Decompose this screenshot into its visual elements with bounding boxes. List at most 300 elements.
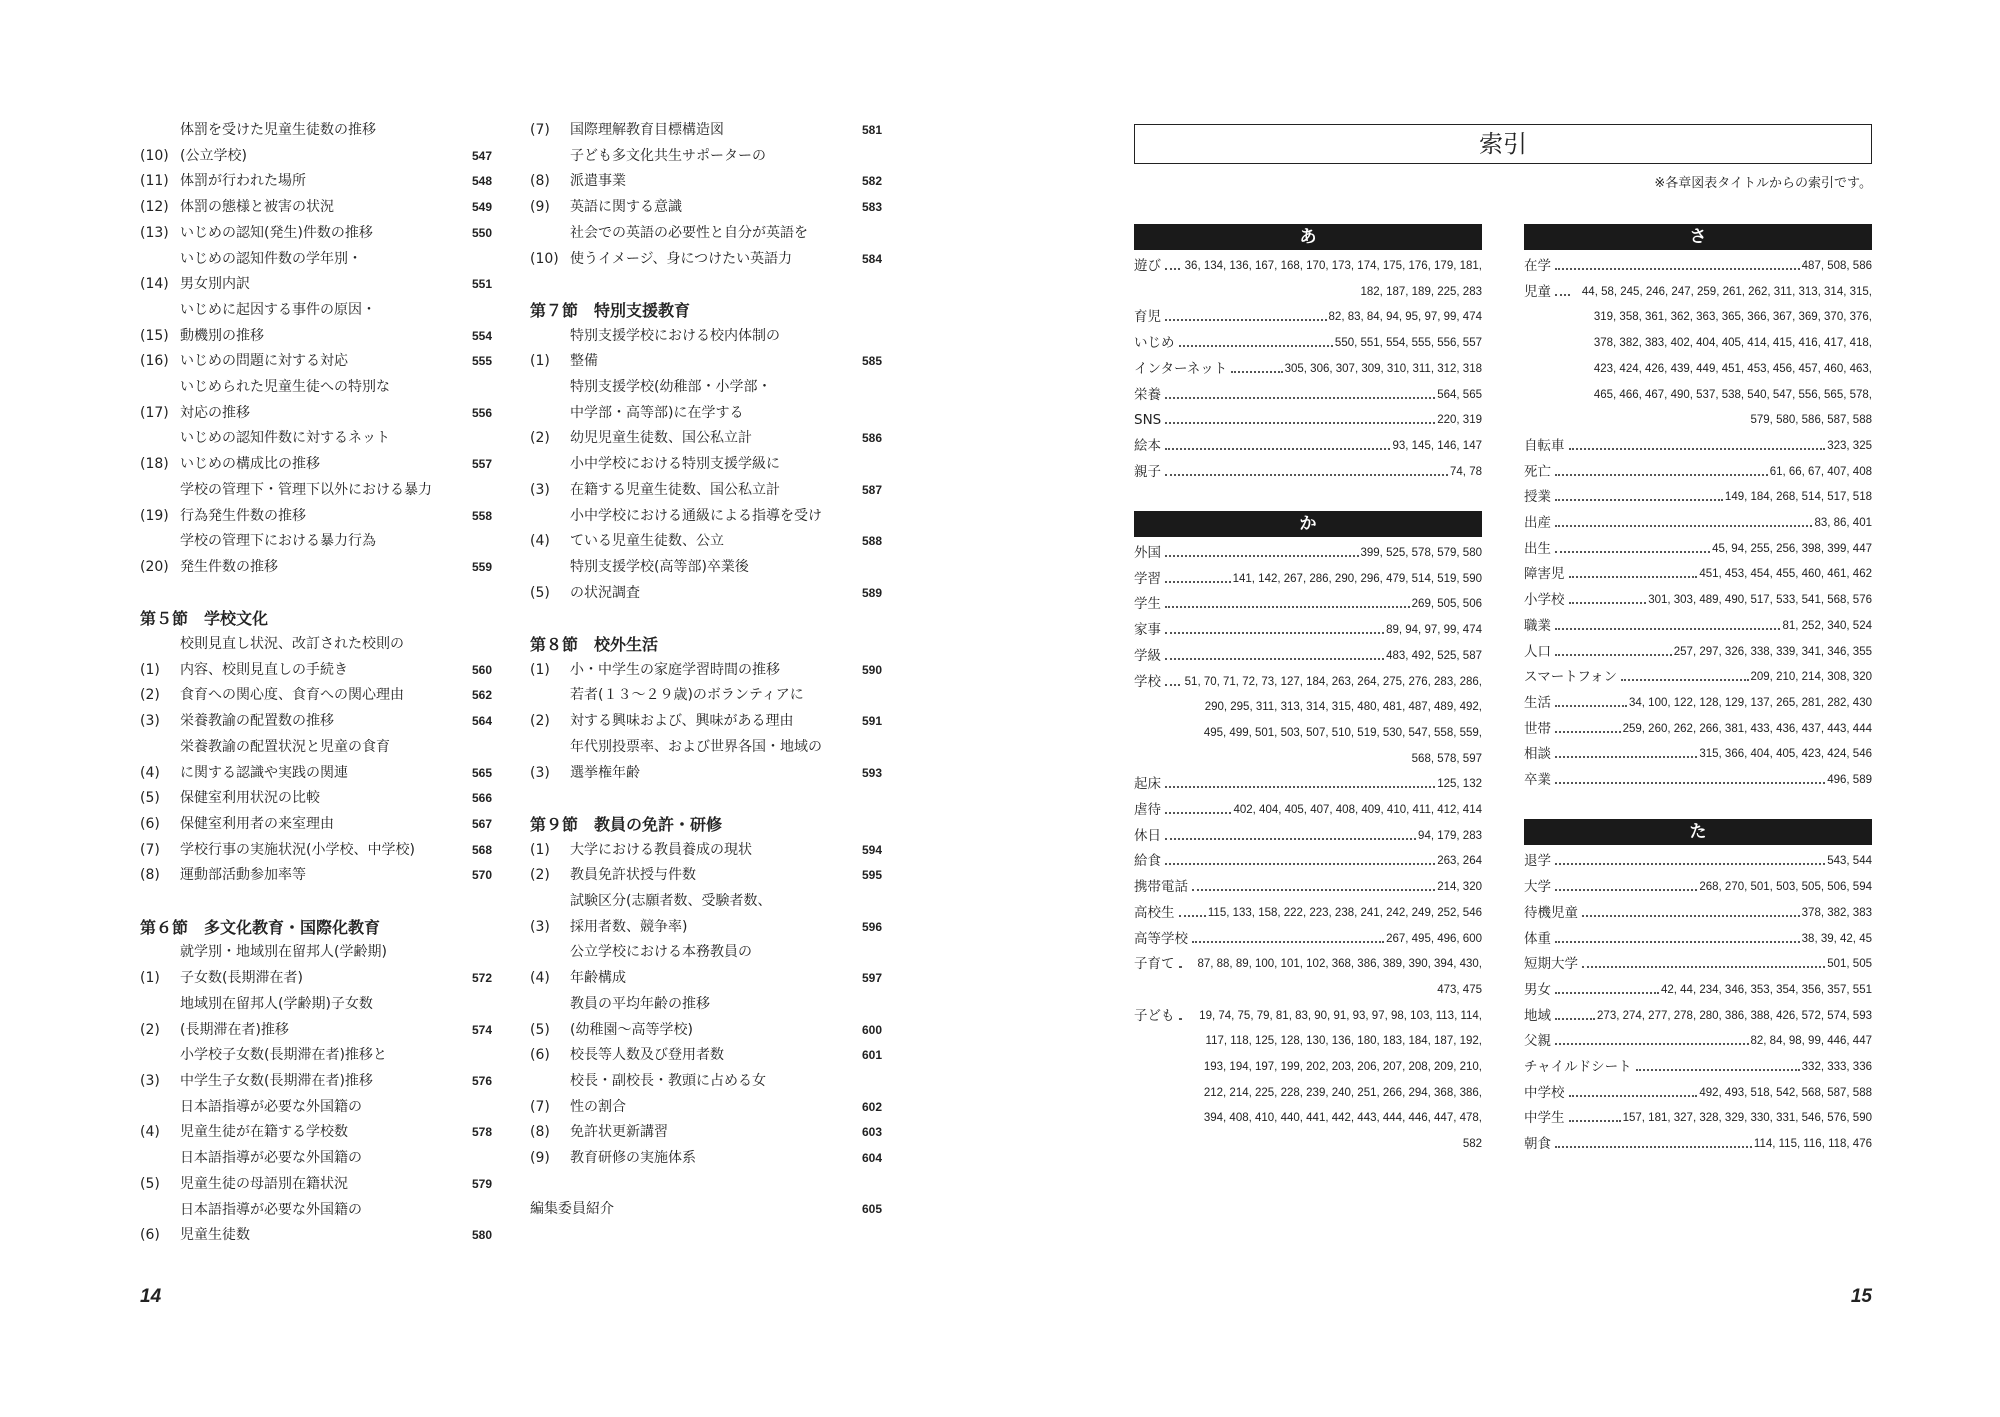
index-pages: 114, 115, 116, 118, 476 — [1753, 1138, 1872, 1151]
toc-entry-page: 568 — [471, 842, 492, 857]
index-entry — [1134, 357, 1482, 383]
toc-entry-title: いじめの認知件数の学年別・ 男女別内訳 — [180, 250, 362, 293]
toc-entry — [530, 452, 882, 503]
index-term: 学習 — [1134, 570, 1161, 587]
toc-entry-page: 558 — [471, 508, 492, 523]
toc-entry — [140, 632, 492, 683]
index-pages: 214, 320 — [1437, 881, 1482, 894]
toc-entry — [530, 1197, 882, 1223]
dot-leader — [1165, 618, 1384, 634]
toc-entry-page: 548 — [471, 174, 492, 189]
dot-leader — [1569, 434, 1826, 450]
toc-entry-number: (4) — [140, 1124, 160, 1141]
toc-entry — [140, 1198, 492, 1249]
group-spacer — [1524, 794, 1872, 820]
index-entry — [1134, 824, 1482, 850]
toc-entry — [140, 195, 492, 221]
dot-leader — [1555, 978, 1659, 994]
toc-entry-page: 550 — [471, 225, 492, 240]
dot-leader — [1555, 691, 1627, 707]
toc-entry-title: 地域別在留邦人(学齢期)子女数 (長期滞在者)推移 — [180, 995, 373, 1038]
index-pages: 269, 505, 506 — [1411, 598, 1482, 611]
dot-leader — [1179, 1004, 1181, 1020]
toc-entry-title: 英語に関する意識 — [570, 199, 682, 216]
index-entry — [1134, 567, 1482, 593]
toc-entry-page: 566 — [471, 791, 492, 806]
toc-entry-title: 栄養教諭の配置状況と児童の食育 に関する認識や実践の関連 — [180, 738, 390, 781]
index-entry — [1524, 742, 1872, 768]
toc-entry-number: (4) — [530, 533, 550, 550]
index-pages: 273, 274, 277, 278, 280, 386, 388, 426, 572, 574, 593 — [1597, 1009, 1872, 1022]
toc-entry-number: (4) — [140, 764, 160, 781]
toc-entry-number: (6) — [140, 815, 160, 832]
toc-entry-page: 601 — [861, 1048, 882, 1063]
toc-entry — [530, 735, 882, 786]
index-term: 学級 — [1134, 647, 1161, 664]
toc-entry-page: 597 — [861, 971, 882, 986]
toc-entry-title: 日本語指導が必要な外国籍の 児童生徒数 — [180, 1201, 362, 1244]
index-pages: 82, 84, 98, 99, 446, 447 — [1750, 1035, 1872, 1048]
dot-leader — [1165, 824, 1416, 840]
index-pages: 87, 88, 89, 100, 101, 102, 368, 386, 389, 390, 394, 430, 473, 475 — [1197, 958, 1482, 996]
index-pages: 74, 78 — [1450, 465, 1482, 478]
toc-entry-title: 教育研修の実施体系 — [570, 1150, 696, 1167]
dot-leader — [1165, 798, 1231, 814]
toc-entry-title: 社会での英語の必要性と自分が英語を 使うイメージ、身につけたい英語力 — [570, 224, 808, 267]
toc-entry-title: 保健室利用者の来室理由 — [180, 815, 334, 832]
dot-leader — [1555, 875, 1697, 891]
toc-entry — [140, 735, 492, 786]
dot-leader — [1555, 927, 1800, 943]
toc-entry-page: 582 — [861, 174, 882, 189]
index-term: 父親 — [1524, 1033, 1551, 1050]
index-term: 中学生 — [1524, 1110, 1565, 1127]
toc-entry-number: (2) — [530, 430, 550, 447]
index-pages: 45, 94, 255, 256, 398, 399, 447 — [1712, 542, 1872, 555]
dot-leader — [1165, 541, 1359, 557]
toc-entry-number: (12) — [140, 199, 169, 216]
toc-entry-number: (8) — [140, 867, 160, 884]
toc-entry-page: 547 — [471, 148, 492, 163]
index-entry — [1134, 434, 1482, 460]
toc-entry-title: いじめの認知件数に対するネット いじめの構成比の推移 — [180, 430, 390, 473]
index-pages: 263, 264 — [1437, 855, 1482, 868]
index-group — [1134, 224, 1482, 485]
index-term: 卒業 — [1524, 772, 1551, 789]
toc-entry-title: いじめに起因する事件の原因・ 動機別の推移 — [180, 301, 376, 344]
toc-entry-page: 560 — [471, 662, 492, 677]
toc-entry-title: 保健室利用状況の比較 — [180, 790, 320, 807]
toc-entry — [140, 863, 492, 889]
toc-entry-page: 587 — [861, 482, 882, 497]
section-heading: 第８節 校外生活 — [530, 635, 659, 655]
index-pages: 36, 134, 136, 167, 168, 170, 173, 174, 175, 176, 179, 181, 182, 187, 189, 225, 283 — [1184, 260, 1482, 298]
index-term: 出産 — [1524, 515, 1551, 532]
index-entry — [1134, 254, 1482, 305]
toc-entry — [530, 144, 882, 195]
toc-entry-number: (2) — [530, 713, 550, 730]
index-term: 地域 — [1524, 1007, 1551, 1024]
index-term: 起床 — [1134, 776, 1161, 793]
index-term: 栄養 — [1134, 386, 1161, 403]
index-entry — [1524, 614, 1872, 640]
index-entry — [1524, 434, 1872, 460]
index-pages: 496, 589 — [1827, 774, 1872, 787]
dot-leader — [1621, 665, 1748, 681]
index-term: 学校 — [1134, 673, 1161, 690]
index-term: 世帯 — [1524, 720, 1551, 737]
toc-entry — [140, 992, 492, 1043]
index-pages: 44, 58, 245, 246, 247, 259, 261, 262, 311, 313, 314, 315, 319, 358, 361, 362, 363, 365, 366, 367, 369, 370, 376, 378, 382, 383, 402, 404, 405, 414, 415, 416, 417, 418, 423, 424, 426, 439, 449, 451, 453, 456, 457, 460, 463, 465, 466, 467, 490, 537, 538, 540, 547, 556, 565, 578, 579, 580, 586, 587, 588 — [1581, 285, 1872, 427]
index-entry — [1524, 1081, 1872, 1107]
toc-entry — [140, 349, 492, 375]
dot-leader — [1555, 460, 1768, 476]
toc-entry-title: 国際理解教育目標構造図 — [570, 122, 724, 138]
index-pages: 81, 252, 340, 524 — [1782, 619, 1872, 632]
toc-entry-number: (9) — [530, 1150, 550, 1167]
index-term: 子ども — [1134, 1007, 1175, 1024]
toc-entry — [140, 426, 492, 477]
toc-entry-page: 593 — [861, 765, 882, 780]
toc-entry — [530, 195, 882, 221]
toc-entry-title: 若者(１３～２９歳)のボランティアに 対する興味および、興味がある理由 — [570, 687, 804, 730]
index-pages: 93, 145, 146, 147 — [1392, 439, 1482, 452]
index-term: 携帯電話 — [1134, 879, 1188, 896]
dot-leader — [1555, 640, 1672, 656]
toc-entry-page: 584 — [861, 251, 882, 266]
toc-entry-title: 日本語指導が必要な外国籍の 児童生徒の母語別在籍状況 — [180, 1150, 362, 1192]
toc-entry-page: 588 — [861, 534, 882, 549]
index-entry — [1134, 772, 1482, 798]
toc-entry-page: 559 — [471, 559, 492, 574]
dot-leader — [1165, 305, 1327, 321]
index-group — [1524, 224, 1872, 794]
index-pages: 315, 366, 404, 405, 423, 424, 546 — [1699, 748, 1872, 761]
toc-entry-title: 運動部活動参加率等 — [180, 867, 306, 884]
dot-leader — [1165, 772, 1435, 788]
toc-entry-page: 574 — [471, 1022, 492, 1037]
index-pages: 82, 83, 84, 94, 95, 97, 99, 474 — [1328, 311, 1482, 324]
index-term: 大学 — [1524, 879, 1551, 896]
index-term: 出生 — [1524, 540, 1551, 557]
index-pages: 323, 325 — [1827, 439, 1872, 452]
index-entry — [1524, 927, 1872, 953]
toc-entry-title: 編集委員紹介 — [530, 1201, 614, 1218]
dot-leader — [1555, 742, 1697, 758]
toc-entry-title: 大学における教員養成の現状 — [570, 841, 752, 858]
dot-leader — [1555, 717, 1621, 733]
index-term: 相談 — [1524, 746, 1551, 763]
toc-entry-number: (7) — [140, 841, 160, 858]
toc-entry-number: (5) — [140, 1175, 160, 1192]
toc-entry-title: 学校行事の実施状況(小学校、中学校) — [180, 841, 415, 858]
index-entry — [1134, 408, 1482, 434]
toc-entry-number: (2) — [140, 1021, 160, 1038]
index-term: 外国 — [1134, 545, 1161, 562]
toc-entry-number: (1) — [530, 841, 550, 858]
index-term: 体重 — [1524, 930, 1551, 947]
toc-entry-page: 591 — [861, 714, 882, 729]
index-group-header: か — [1134, 511, 1482, 537]
index-entry — [1134, 1004, 1482, 1158]
toc-entry-title: 子ども多文化共生サポーターの 派遣事業 — [570, 147, 766, 190]
dot-leader — [1555, 511, 1812, 527]
toc-entry — [140, 247, 492, 298]
toc-entry-number: (11) — [140, 173, 169, 190]
toc-entry — [140, 838, 492, 864]
index-term: 子育て — [1134, 956, 1175, 973]
index-entry — [1524, 1132, 1872, 1158]
index-pages: 483, 492, 525, 587 — [1386, 649, 1482, 662]
toc-entry — [530, 375, 882, 452]
index-term: 職業 — [1524, 617, 1551, 634]
toc-entry-title: 試験区分(志願者数、受験者数、 採用者数、競争率) — [570, 893, 772, 935]
toc-entry-number: (1) — [530, 353, 550, 370]
index-entry — [1134, 383, 1482, 409]
index-pages: 115, 133, 158, 222, 223, 238, 241, 242, 249, 252, 546 — [1207, 906, 1482, 919]
dot-leader — [1555, 485, 1723, 501]
toc-entry-number: (9) — [530, 199, 550, 216]
index-entry — [1134, 901, 1482, 927]
toc-entry-number: (6) — [530, 1047, 550, 1064]
index-pages: 267, 495, 496, 600 — [1386, 932, 1482, 945]
dot-leader — [1555, 1004, 1595, 1020]
dot-leader — [1636, 1055, 1800, 1071]
toc-entry — [140, 709, 492, 735]
toc-entry-page: 590 — [861, 662, 882, 677]
index-entry — [1134, 541, 1482, 567]
index-pages: 543, 544 — [1827, 855, 1872, 868]
toc-entry-title: 食育への関心度、食育への関心理由 — [180, 687, 404, 704]
index-group — [1524, 819, 1872, 1157]
index-pages: 149, 184, 268, 514, 517, 518 — [1724, 491, 1872, 504]
toc-entry-title: 校長・副校長・教頭に占める女 性の割合 — [570, 1072, 766, 1115]
toc-entry-number: (14) — [140, 276, 169, 293]
toc-entry — [140, 478, 492, 529]
index-pages: 492, 493, 518, 542, 568, 587, 588 — [1699, 1086, 1872, 1099]
index-term: いじめ — [1134, 335, 1175, 352]
toc-entry — [530, 992, 882, 1043]
toc-entry — [530, 504, 882, 555]
dot-leader — [1165, 670, 1180, 686]
index-pages: 42, 44, 234, 346, 353, 354, 356, 357, 551 — [1660, 983, 1872, 996]
toc-entry-number: (1) — [140, 970, 160, 987]
dot-leader — [1555, 849, 1825, 865]
index-entry — [1524, 691, 1872, 717]
index-entry — [1134, 670, 1482, 773]
toc-entry-number: (1) — [140, 661, 160, 678]
toc-entry-number: (10) — [530, 250, 559, 267]
index-entry — [1134, 952, 1482, 1003]
index-pages: 89, 94, 97, 99, 474 — [1386, 624, 1482, 637]
index-term: 在学 — [1524, 258, 1551, 274]
dot-leader — [1555, 280, 1570, 296]
toc-entry — [140, 786, 492, 812]
toc-entry-title: 特別支援学校(高等部)卒業後 の状況調査 — [570, 558, 749, 601]
toc-entry-number: (15) — [140, 327, 169, 344]
toc-entry — [530, 1146, 882, 1172]
dot-leader — [1165, 254, 1180, 270]
toc-entry-title: いじめの問題に対する対応 — [180, 353, 348, 370]
dot-leader — [1555, 254, 1800, 270]
toc-entry-number: (8) — [530, 1124, 550, 1141]
toc-entry — [140, 298, 492, 349]
toc-entry — [140, 169, 492, 195]
index-entry — [1524, 978, 1872, 1004]
toc-entry-title: 教員免許状授与件数 — [570, 867, 696, 884]
toc-entry — [140, 1146, 492, 1197]
index-entry — [1134, 305, 1482, 331]
dot-leader — [1569, 1106, 1621, 1122]
toc-entry-page: 572 — [471, 971, 492, 986]
toc-entry-page: 578 — [471, 1125, 492, 1140]
index-term: 短期大学 — [1524, 956, 1578, 973]
index-entry — [1134, 927, 1482, 953]
index-pages: 550, 551, 554, 555, 556, 557 — [1334, 337, 1482, 350]
index-entry — [1524, 717, 1872, 743]
toc-entry-page: 580 — [471, 1228, 492, 1243]
toc-entry — [140, 683, 492, 709]
toc-entry-number: (7) — [530, 122, 550, 138]
toc-entry-number: (3) — [140, 713, 160, 730]
toc-entry-number: (8) — [530, 173, 550, 190]
index-pages: 332, 333, 336 — [1801, 1061, 1872, 1074]
index-entry — [1524, 537, 1872, 563]
toc-entry-number: (13) — [140, 224, 169, 241]
index-entry — [1524, 254, 1872, 280]
index-pages: 487, 508, 586 — [1801, 260, 1872, 272]
index-pages: 501, 505 — [1827, 958, 1872, 971]
toc-entry-page: 605 — [861, 1202, 882, 1217]
index-term: 児童 — [1524, 283, 1551, 300]
toc-entry-page: 562 — [471, 688, 492, 703]
toc-entry-page: 557 — [471, 457, 492, 472]
index-entry — [1134, 849, 1482, 875]
index-entry — [1524, 640, 1872, 666]
toc-entry-title: 体罰を受けた児童生徒数の推移 (公立学校) — [180, 122, 376, 164]
section-heading: 第７節 特別支援教育 — [530, 300, 691, 320]
toc-entry-title: 小・中学生の家庭学習時間の推移 — [570, 661, 780, 678]
index-entry — [1524, 1004, 1872, 1030]
index-pages: 125, 132 — [1437, 778, 1482, 791]
toc-entry-title: いじめの認知(発生)件数の推移 — [180, 224, 373, 241]
toc-entry-number: (18) — [140, 456, 169, 473]
toc-entry — [530, 324, 882, 375]
toc-entry-title: 体罰が行われた場所 — [180, 173, 306, 190]
toc-entry-number: (5) — [530, 1021, 550, 1038]
toc-entry-page: 565 — [471, 765, 492, 780]
toc-entry-number: (4) — [530, 970, 550, 987]
toc-entry-page: 594 — [861, 842, 882, 857]
index-pages: 259, 260, 262, 266, 381, 433, 436, 437, 443, 444 — [1622, 722, 1872, 735]
toc-entry-title: 特別支援学校(幼稚部・小学部・ 中学部・高等部)に在学する 幼児児童生徒数、国公私立計 — [570, 379, 772, 447]
index-term: 人口 — [1524, 643, 1551, 660]
toc-entry-number: (6) — [140, 1227, 160, 1244]
toc-entry-page: 567 — [471, 816, 492, 831]
index-entry — [1524, 485, 1872, 511]
index-pages: 268, 270, 501, 503, 505, 506, 594 — [1699, 881, 1872, 894]
toc-entry-title: いじめられた児童生徒への特別な 対応の推移 — [180, 379, 390, 421]
index-term: 自転車 — [1524, 437, 1565, 454]
toc-entry — [530, 1069, 882, 1120]
toc-entry — [140, 1095, 492, 1146]
toc-entry-page: 604 — [861, 1151, 882, 1166]
index-term: 死亡 — [1524, 463, 1551, 480]
toc-entry — [530, 863, 882, 889]
index-term: 高校生 — [1134, 904, 1175, 921]
toc-entry — [140, 940, 492, 991]
toc-entry-title: 小学校子女数(長期滞在者)推移と 中学生子女数(長期滞在者)推移 — [180, 1047, 387, 1089]
toc-entry-page: 555 — [471, 354, 492, 369]
dot-leader — [1555, 1132, 1752, 1148]
index-term: 育児 — [1134, 309, 1161, 326]
index-pages: 38, 39, 42, 45 — [1801, 932, 1872, 945]
dot-leader — [1165, 460, 1448, 476]
index-pages: 61, 66, 67, 407, 408 — [1769, 465, 1872, 478]
toc-entry — [140, 221, 492, 247]
index-term: 生活 — [1524, 694, 1551, 711]
toc-entry-page: 602 — [861, 1099, 882, 1114]
page-number-left: 14 — [140, 1286, 162, 1307]
toc-entry-number: (5) — [140, 790, 160, 807]
index-pages: 564, 565 — [1437, 388, 1482, 401]
dot-leader — [1165, 592, 1410, 608]
index-term: 退学 — [1524, 853, 1551, 870]
index-entry — [1524, 1055, 1872, 1081]
toc-entry-number: (20) — [140, 558, 169, 575]
toc-entry-page: 586 — [861, 431, 882, 446]
toc-entry — [530, 940, 882, 991]
dot-leader — [1165, 434, 1390, 450]
toc-entry-page: 583 — [861, 200, 882, 215]
toc-column-1 — [140, 118, 492, 1249]
toc-column-2 — [530, 118, 882, 1223]
index-term: インターネット — [1134, 360, 1228, 377]
index-term: 小学校 — [1524, 592, 1565, 609]
toc-entry-title: 小中学校における通級による指導を受け ている児童生徒数、公立 — [570, 507, 822, 550]
index-group-header: た — [1524, 819, 1872, 845]
toc-entry-number: (2) — [140, 687, 160, 704]
index-pages: 83, 86, 401 — [1814, 517, 1872, 530]
toc-entry-page: 570 — [471, 868, 492, 883]
index-term: 遊び — [1134, 258, 1161, 274]
toc-entry-page: 579 — [471, 1176, 492, 1191]
index-entry — [1134, 460, 1482, 486]
index-pages: 209, 210, 214, 308, 320 — [1750, 671, 1872, 684]
toc-entry-page: 549 — [471, 200, 492, 215]
section-heading: 第６節 多文化教育・国際化教育 — [140, 917, 381, 937]
toc-entry-number: (16) — [140, 353, 169, 370]
dot-leader — [1165, 567, 1231, 583]
toc-entry — [530, 889, 882, 940]
index-entry — [1524, 1106, 1872, 1132]
index-title: 索引 — [1134, 124, 1872, 164]
toc-entry-title: 公立学校における本務教員の 年齢構成 — [570, 944, 752, 987]
toc-entry-number: (3) — [530, 764, 550, 781]
toc-entry-title: 特別支援学校における校内体制の 整備 — [570, 327, 780, 370]
toc-entry-page: 589 — [861, 585, 882, 600]
index-pages: 34, 100, 122, 128, 129, 137, 265, 281, 282, 430 — [1629, 696, 1872, 709]
index-entry — [1524, 511, 1872, 537]
index-term: 給食 — [1134, 853, 1161, 870]
index-entry — [1524, 1029, 1872, 1055]
index-entry — [1524, 460, 1872, 486]
dot-leader — [1231, 357, 1282, 373]
index-entry — [1134, 331, 1482, 357]
toc-entry — [140, 812, 492, 838]
dot-leader — [1165, 644, 1384, 660]
dot-leader — [1192, 875, 1435, 891]
